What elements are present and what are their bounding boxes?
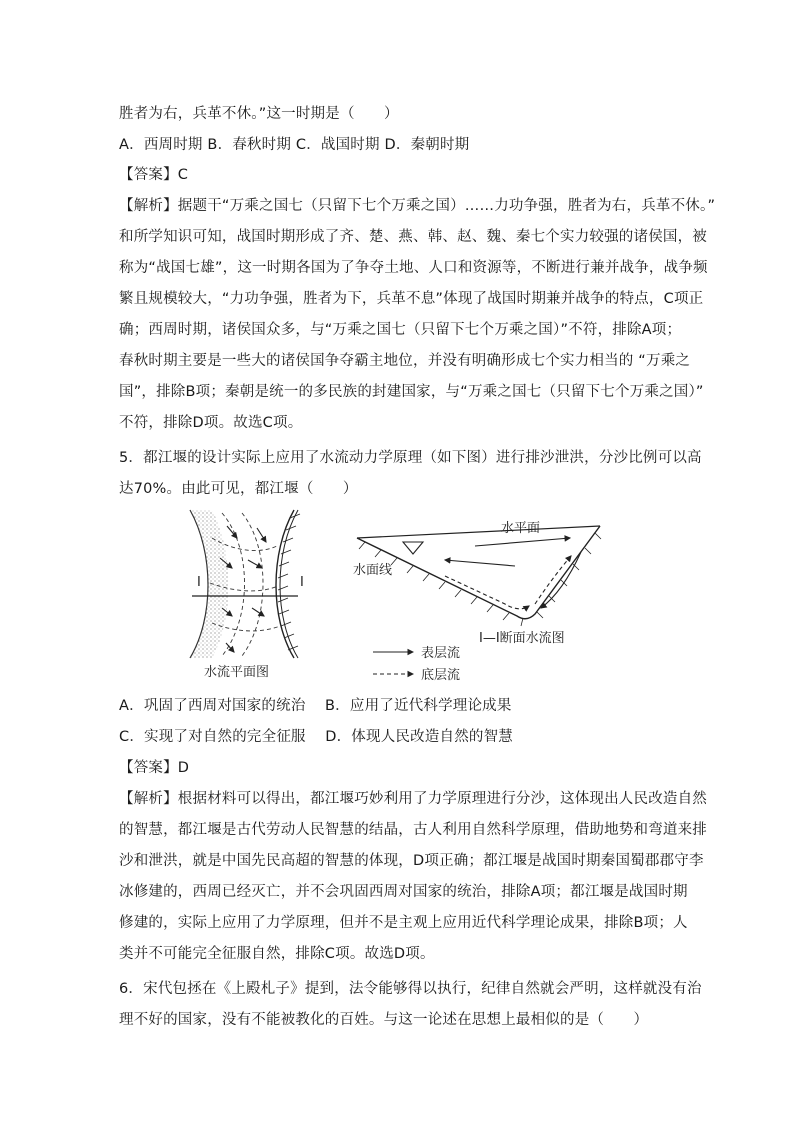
q6-stem-line-1: 6．宋代包拯在《上殿札子》提到，法令能够得以执行，纪律自然就会严明，这样就没有治 — [119, 981, 702, 997]
q5-analysis-line-1: 【解析】根据材料可以得出，都江堰巧妙利用了力学原理进行分沙，这体现出人民改造自然 — [119, 791, 707, 807]
q4-analysis-line-5: 确；西周时期，诸侯国众多，与“万乘之国七（只留下七个万乘之国）”不符，排除A项； — [119, 322, 682, 338]
q6-stem-line-2: 理不好的国家，没有不能被教化的百姓。与这一论述在思想上最相似的是（ ） — [119, 1012, 649, 1028]
q5-answer: 【答案】D — [119, 760, 190, 776]
q5-options-line-2: C．实现了对自然的完全征服 D．体现人民改造自然的智慧 — [119, 729, 513, 745]
legend-bottom-flow: 底层流 — [421, 668, 461, 683]
q4-options: A．西周时期 B．春秋时期 C．战国时期 D．秦朝时期 — [119, 137, 470, 153]
legend-surface-flow: 表层流 — [421, 646, 461, 661]
q5-analysis-line-2: 的智慧，都江堰是古代劳动人民智慧的结晶，古人利用自然科学原理，借助地势和弯道来排 — [119, 822, 707, 838]
water-surface-label: 水平面 — [501, 521, 541, 536]
q4-answer: 【答案】C — [119, 167, 189, 183]
q4-analysis-line-4: 繁且规模较大，“力功争强，胜者为下，兵革不息”体现了战国时期兼并战争的特点，C项正 — [119, 291, 704, 307]
q5-analysis-line-6: 类并不可能完全征服自然，排除C项。故选D项。 — [119, 946, 435, 962]
q4-analysis-line-1: 【解析】据题干“万乘之国七（只留下七个万乘之国）……力功争强，胜者为右，兵革不休。” — [119, 198, 716, 214]
section-mark-right: I — [300, 575, 304, 590]
q4-stem-end: 胜者为右，兵革不休。”这一时期是（ ） — [119, 106, 399, 122]
q4-analysis-line-2: 和所学知识可知，战国时期形成了齐、楚、燕、韩、赵、魏、秦七个实力较强的诸侯国，被 — [119, 229, 707, 245]
q5-analysis-line-5: 修建的，实际上应用了力学原理，但并不是主观上应用近代科学理论成果，排除B项；人 — [119, 915, 688, 931]
q4-analysis-line-3: 称为“战国七雄”，这一时期各国为了争夺土地、人口和资源等，不断进行兼并战争，战争频 — [119, 260, 708, 276]
plan-caption: 水流平面图 — [204, 665, 270, 680]
water-line-label: 水面线 — [353, 563, 393, 578]
q5-analysis-line-4: 冰修建的，西周已经灭亡，并不会巩固西周对国家的统治，排除A项；都江堰是战国时期 — [119, 884, 688, 900]
q4-analysis-line-8: 不符，排除D项。故选C项。 — [119, 415, 303, 431]
q5-stem-line-1: 5．都江堰的设计实际上应用了水流动力学原理（如下图）进行排沙泄洪，分沙比例可以高 — [119, 450, 702, 466]
section-mark-left: I — [197, 575, 201, 590]
q4-analysis-line-7: 国”，排除B项；秦朝是统一的多民族的封建国家，与“万乘之国七（只留下七个万乘之国）” — [119, 384, 704, 400]
q5-options-line-1: A．巩固了西周对国家的统治 B．应用了近代科学理论成果 — [119, 698, 512, 714]
q4-analysis-line-6: 春秋时期主要是一些大的诸侯国争夺霸主地位，并没有明确形成七个实力相当的 “万乘之 — [119, 353, 691, 369]
q5-stem-line-2: 达70%。由此可见，都江堰（ ） — [119, 481, 358, 497]
section-caption: I—I断面水流图 — [479, 631, 565, 646]
cross-section-flow-diagram — [345, 516, 610, 684]
q5-analysis-line-3: 沙和泄洪，就是中国先民高超的智慧的体现，D项正确；都江堰是战国时期秦国蜀郡郡守李 — [119, 853, 704, 869]
water-flow-plan-diagram — [182, 508, 314, 683]
